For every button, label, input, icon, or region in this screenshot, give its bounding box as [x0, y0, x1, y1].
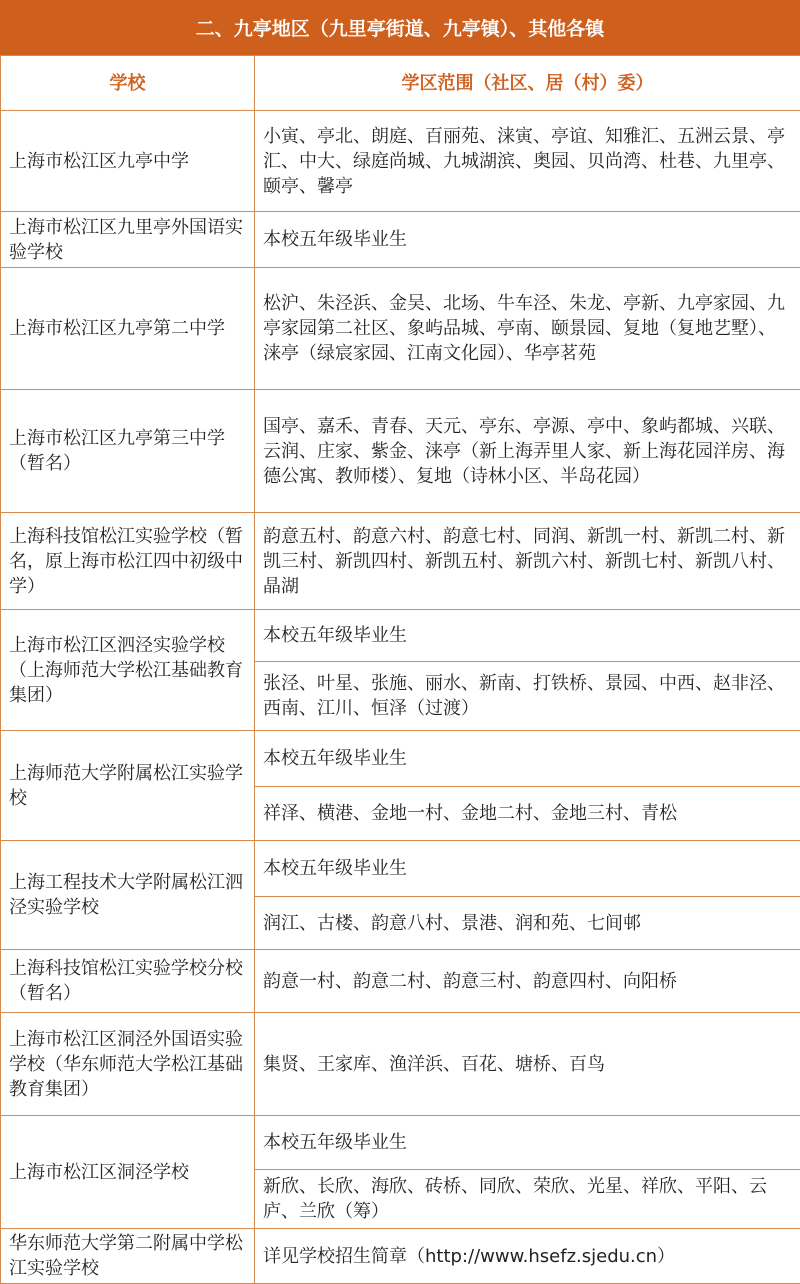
- school-name: 上海市松江区洞泾外国语实验学校（华东师范大学松江基础教育集团）: [1, 1013, 255, 1116]
- table-title: 二、九亭地区（九里亭街道、九亭镇）、其他各镇: [0, 0, 800, 55]
- header-area: 学区范围（社区、居（村）委）: [255, 56, 800, 111]
- table-row: [1, 1116, 800, 1170]
- school-name: 上海市松江区泗泾实验学校（上海师范大学松江基础教育集团）: [1, 610, 255, 731]
- header-row: [1, 56, 800, 111]
- school-name: 上海科技馆松江实验学校（暂名，原上海市松江四中初级中学）: [1, 513, 255, 610]
- header-school: 学校: [1, 56, 255, 111]
- school-name: 上海师范大学附属松江实验学校: [1, 731, 255, 841]
- school-name: 上海市松江区九里亭外国语实验学校: [1, 212, 255, 268]
- school-district-table: [0, 55, 800, 1284]
- school-name: 华东师范大学第二附属中学松江实验学校: [1, 1229, 255, 1284]
- school-name: 上海市松江区九亭中学: [1, 111, 255, 212]
- table-row: [1, 212, 800, 268]
- table-row: [1, 841, 800, 897]
- school-name: 上海市松江区九亭第二中学: [1, 268, 255, 390]
- district-area: 本校五年级毕业生: [255, 731, 800, 787]
- table-row: [1, 513, 800, 610]
- table-row: [1, 268, 800, 390]
- district-area: 韵意五村、韵意六村、韵意七村、同润、新凯一村、新凯二村、新凯三村、新凯四村、新凯五村、新凯六村、新凯七村、新凯八村、晶湖: [255, 513, 800, 610]
- school-name: 上海市松江区九亭第三中学（暂名）: [1, 390, 255, 513]
- district-area: 小寅、亭北、朗庭、百丽苑、涞寅、亭谊、知雅汇、五洲云景、亭汇、中大、绿庭尚城、九城湖滨、奥园、贝尚湾、杜巷、九里亭、颐亭、馨亭: [255, 111, 800, 212]
- school-name: 上海市松江区洞泾学校: [1, 1116, 255, 1229]
- table-row: [1, 1013, 800, 1116]
- district-area: 润江、古楼、韵意八村、景港、润和苑、七间邨: [255, 897, 800, 950]
- school-name: 上海科技馆松江实验学校分校（暂名）: [1, 950, 255, 1013]
- district-area: 国亭、嘉禾、青春、天元、亭东、亭源、亭中、象屿都城、兴联、云润、庄家、紫金、涞亭（新上海弄里人家、新上海花园洋房、海德公寓、教师楼）、复地（诗林小区、半岛花园）: [255, 390, 800, 513]
- table-row: [1, 1229, 800, 1284]
- district-area: 松沪、朱泾浜、金吴、北场、牛车泾、朱龙、亭新、九亭家园、九亭家园第二社区、象屿品城、亭南、颐景园、复地（复地艺墅）、涞亭（绿宸家园、江南文化园）、华亭茗苑: [255, 268, 800, 390]
- district-area: 本校五年级毕业生: [255, 1116, 800, 1170]
- table-row: [1, 610, 800, 662]
- district-area: 本校五年级毕业生: [255, 610, 800, 662]
- table-row: [1, 731, 800, 787]
- district-area: 详见学校招生简章（http://www.hsefz.sjedu.cn）: [255, 1229, 800, 1284]
- district-area: 韵意一村、韵意二村、韵意三村、韵意四村、向阳桥: [255, 950, 800, 1013]
- district-area: 祥泽、横港、金地一村、金地二村、金地三村、青松: [255, 787, 800, 841]
- table-row: [1, 390, 800, 513]
- district-area: 本校五年级毕业生: [255, 841, 800, 897]
- district-area: 张泾、叶星、张施、丽水、新南、打铁桥、景园、中西、赵非泾、西南、江川、恒泽（过渡）: [255, 662, 800, 731]
- district-area: 本校五年级毕业生: [255, 212, 800, 268]
- table-row: [1, 111, 800, 212]
- district-area: 新欣、长欣、海欣、砖桥、同欣、荣欣、光星、祥欣、平阳、云庐、兰欣（筹）: [255, 1170, 800, 1229]
- school-name: 上海工程技术大学附属松江泗泾实验学校: [1, 841, 255, 950]
- table-row: [1, 950, 800, 1013]
- district-area: 集贤、王家库、渔洋浜、百花、塘桥、百鸟: [255, 1013, 800, 1116]
